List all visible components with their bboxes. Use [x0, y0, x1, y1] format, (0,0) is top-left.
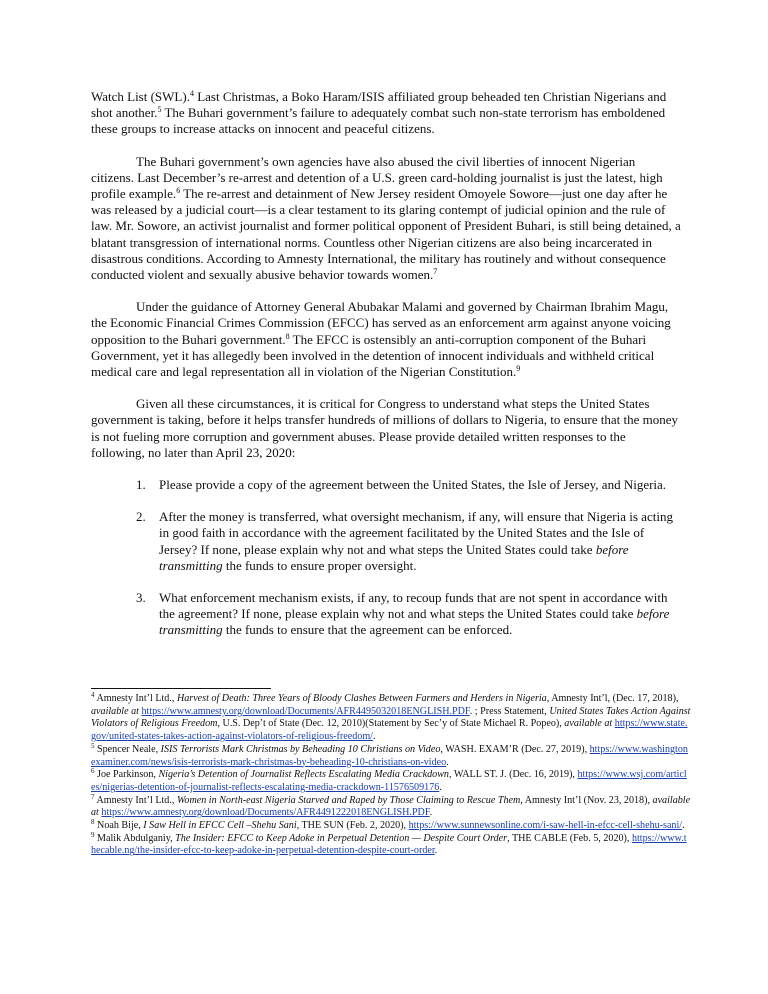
citation-title: Harvest of Death: Three Years of Bloody Clashes Between Farmers and Herders in Nigeria — [176, 693, 547, 704]
question-text: After the money is transferred, what oversight mechanism, if any, will ensure that Nigeria is acting in good faith in accordance with the agreement facilitated by the United States and the Isle of Jersey? If none, please explain why not and what steps the United States could take — [159, 509, 673, 557]
citation-title: United States Takes Action Against Violators of Religious Freedom — [91, 705, 691, 730]
text-segment: Given all these circumstances, it is critical for Congress to understand what steps the United States government is taking, before it helps transfer hundreds of millions of dollars to Nigeria, to ensure that the money is not fueling more corruption and government abuses. Please provide detailed written responses to the following, no later than April 23, 2020: — [91, 396, 679, 460]
text-segment: , WALL ST. J. (Dec. 16, 2019), — [448, 769, 578, 781]
text-segment: , Amnesty Int’l (Nov. 23, 2018), — [520, 794, 653, 806]
citation-title: ISIS Terrorists Mark Christmas by Beheading 10 Christians on Video — [160, 743, 441, 755]
text-segment: Noah Bije, — [94, 820, 144, 832]
footnote-separator — [91, 688, 271, 689]
citation-link[interactable]: https://www.amnesty.org/download/Documents/AFR4491222018ENGLISH.PDF — [101, 807, 430, 819]
citation-link[interactable]: https://www.sunnewsonline.com/i-saw-hell-in-efcc-cell-shehu-sani/ — [408, 820, 683, 832]
paragraph-efcc — [91, 299, 681, 380]
citation-signal: available at — [91, 705, 139, 717]
citation-title: The Insider: EFCC to Keep Adoke in Perpetual Detention — Despite Court Order — [175, 832, 508, 844]
footnote-4 — [91, 693, 691, 744]
citation-title: I Saw Hell in EFCC Cell –Shehu Sani — [143, 820, 297, 832]
questions-list — [91, 477, 681, 639]
citation-link[interactable]: https://www.washingtonexaminer.com/news/isis-terrorists-mark-christmas-by-beheading-10-christians-on-video — [91, 743, 688, 768]
question-item — [91, 509, 681, 574]
footnote-6 — [91, 769, 691, 794]
text-segment: . — [434, 845, 438, 857]
text-segment: , Amnesty Int’l, (Dec. 17, 2018), — [546, 693, 679, 704]
footnote-8 — [91, 820, 691, 833]
citation-signal: available at — [91, 794, 691, 819]
footnote-number: 6 — [91, 767, 95, 776]
text-segment: The EFCC is ostensibly an anti-corruption component of the Buhari Government, yet it has allegedly been involved in the detention of innocent individuals and withheld critical medical care and legal representation all in violation of the Nigerian Constitution. — [91, 331, 655, 380]
question-text: Please provide a copy of the agreement between the United States, the Isle of Jersey, and Nigeria. — [159, 477, 667, 493]
citation-signal: available at — [564, 718, 613, 730]
footnote-ref-9: 9 — [516, 364, 521, 374]
footnote-number: 8 — [91, 818, 95, 827]
emphasis-text: before transmitting — [159, 606, 670, 638]
question-text: the funds to ensure that the agreement can be enforced. — [222, 622, 513, 638]
citation-link[interactable]: https://www.wsj.com/articles/nigerias-detention-of-journalist-reflects-escalating-media-crackdown-11576509176 — [91, 769, 687, 793]
text-segment: . — [439, 781, 442, 793]
footnote-ref-6: 6 — [176, 186, 181, 196]
paragraph-civil-liberties — [91, 154, 681, 284]
footnote-7 — [91, 792, 691, 820]
text-segment: . — [446, 756, 449, 768]
footnote-number: 5 — [91, 741, 95, 750]
text-segment: Malik Abdulganiy, — [94, 832, 176, 844]
text-segment: The Buhari government’s failure to adequately combat such non-state terrorism has emboldened these groups to increase attacks on innocent and peaceful citizens. — [91, 105, 666, 137]
citation-link[interactable]: https://www.thecable.ng/the-insider-efcc-to-keep-adoke-in-perpetual-detention-despite-court-order — [91, 832, 687, 857]
text-segment: , THE SUN (Feb. 2, 2020), — [296, 820, 409, 832]
citation-link[interactable]: https://www.state.gov/united-states-takes-action-against-violators-of-religious-freedom/ — [91, 718, 688, 743]
footnote-ref-4: 4 — [189, 89, 194, 98]
emphasis-text: before transmitting — [159, 541, 629, 573]
footnote-9 — [91, 830, 691, 858]
footnote-5 — [91, 741, 691, 769]
text-segment: Last Christmas, a Boko Haram/ISIS affiliated group beheaded ten Christian Nigerians and shot another. — [91, 89, 667, 121]
footnote-number: 9 — [91, 830, 95, 839]
footnote-ref-5: 5 — [157, 105, 162, 115]
text-segment: The re-arrest and detainment of New Jersey resident Omoyele Sowore—just one day after he was released by a judicial court—is a clear testament to its glaring contempt of judicial opinion and the rule of law. Mr. Sowore, an activist journalist and former political opponent of President Buhari, is still being detained, a blatant transgression of international norms. Countless other Nigerian citizens are also being incarcerated in disastrous conditions. According to Amnesty International, the military has routinely and without consequence conducted violent and sexually abusive behavior towards women. — [91, 186, 681, 283]
question-item — [91, 590, 681, 639]
text-segment: , THE CABLE (Feb. 5, 2020), — [507, 832, 632, 844]
text-segment: . — [429, 807, 433, 819]
text-segment: . — [372, 731, 376, 743]
paragraph-terrorism — [91, 89, 681, 138]
question-number: 2. — [136, 509, 146, 525]
text-segment: , U.S. Dep’t of State (Dec. 12, 2010)(Statement by Sec’y of State Michael R. Popeo), — [217, 718, 565, 730]
text-segment: . ; Press Statement, — [469, 705, 550, 717]
question-number: 3. — [136, 590, 146, 606]
text-segment: The Buhari government’s own agencies have also abused the civil liberties of innocent Nigerian citizens. Last December’s re-arrest and detention of a U.S. green card-holding journalist is just the latest, high profile example. — [91, 153, 663, 202]
question-text: What enforcement mechanism exists, if any, to recoup funds that are not spent in accordance with the agreement? If none, please explain why not and what steps the United States could take — [159, 590, 668, 622]
question-text: the funds to ensure proper oversight. — [222, 557, 417, 573]
footnotes-section — [91, 693, 691, 858]
question-item — [91, 477, 681, 493]
citation-title: Nigeria’s Detention of Journalist Reflects Escalating Media Crackdown — [158, 769, 449, 781]
text-segment: Under the guidance of Attorney General Abubakar Malami and governed by Chairman Ibrahim Magu, the Economic Financial Crimes Commission (EFCC) has served as an enforcement arm against anyone voicing opposition to the Buhari government. — [91, 299, 671, 347]
question-number: 1. — [136, 477, 146, 493]
text-segment: Amnesty Int’l Ltd., — [94, 794, 177, 806]
footnote-ref-8: 8 — [285, 331, 290, 341]
text-segment: , WASH. EXAM’R (Dec. 27, 2019), — [440, 743, 590, 755]
paragraph-request — [91, 396, 681, 461]
text-segment: Amnesty Int’l Ltd., — [94, 693, 177, 704]
text-segment: Joe Parkinson, — [94, 769, 159, 781]
footnote-ref-7: 7 — [433, 267, 438, 277]
footnote-number: 4 — [91, 691, 95, 699]
text-segment: . — [682, 820, 685, 832]
citation-title: Women in North-east Nigeria Starved and Raped by Those Claiming to Rescue Them — [176, 794, 521, 806]
citation-link[interactable]: https://www.amnesty.org/download/Documents/AFR4495032018ENGLISH.PDF — [141, 705, 470, 717]
text-segment: Spencer Neale, — [94, 743, 161, 755]
text-segment: Watch List (SWL). — [91, 89, 190, 104]
footnote-number: 7 — [91, 792, 95, 801]
letter-body — [91, 89, 681, 655]
